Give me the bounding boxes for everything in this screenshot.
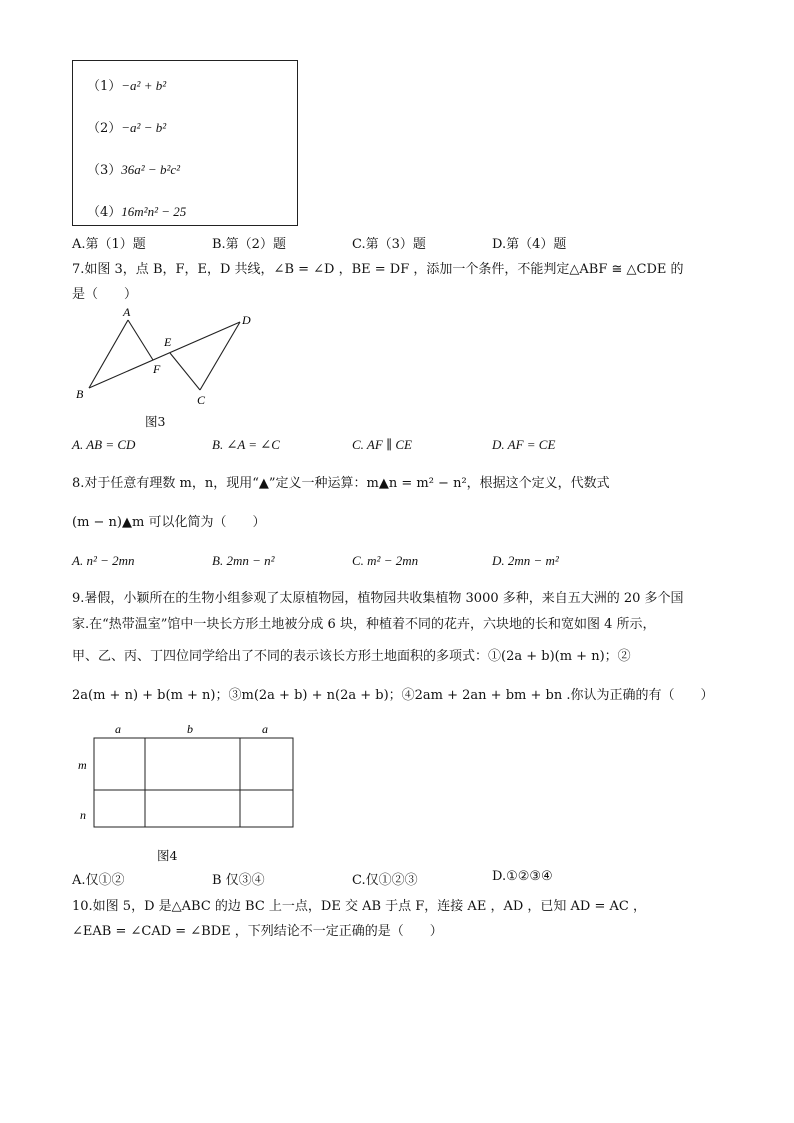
q10-stem-line2: ∠EAB = ∠CAD = ∠BDE ，下列结论不一定正确的是（ ） [72, 924, 443, 939]
grid-top-label-a2: a [262, 722, 268, 736]
q6-option-d: D.第（4）题 [492, 237, 567, 252]
q7-option-d: D. AF = CE [492, 437, 556, 452]
q7-stem-line1: 7.如图 3，点 B，F，E，D 共线，∠B = ∠D ，BE = DF ，添加一个条件，不能判定△ABF ≅ △CDE 的 [72, 262, 684, 277]
q6-option-c: C.第（3）题 [352, 237, 426, 252]
line-ec [170, 353, 200, 390]
q8-stem-line2: (m − n)▲m 可以化简为（ ） [72, 515, 266, 530]
grid-top-label-a1: a [115, 722, 121, 736]
q6-option-a: A.第（1）题 [72, 237, 146, 252]
figure-4-grid [72, 718, 304, 830]
line-cd [200, 322, 240, 390]
q7-option-b: B. ∠A = ∠C [212, 437, 280, 452]
box-item-4: （4）16m²n² − 25 [87, 204, 187, 220]
q9-stem-line1: 9.暑假，小颖所在的生物小组参观了太原植物园，植物园共收集植物 3000 多种，来自五大洲的 20 多个国 [72, 591, 684, 606]
grid-left-label-n: n [80, 808, 86, 822]
label-c: C [197, 393, 206, 407]
grid-left-label-m: m [78, 758, 87, 772]
line-af [128, 320, 153, 360]
q8-option-a: A. n² − 2mn [72, 553, 135, 568]
q6-option-b: B.第（2）题 [212, 237, 286, 252]
q9-stem-line2: 家.在“热带温室”馆中一块长方形土地被分成 6 块，种植着不同的花卉，六块地的长和宽如图 4 所示， [72, 617, 656, 632]
q9-stem-line3: 甲、乙、丙、丁四位同学给出了不同的表示该长方形土地面积的多项式：①(2a + b)(m + n)；② [72, 649, 631, 664]
q8-option-d: D. 2mn − m² [492, 553, 559, 568]
q10-stem-line1: 10.如图 5，D 是△ABC 的边 BC 上一点，DE 交 AB 于点 F，连接 AE ，AD ，已知 AD = AC ， [72, 899, 646, 914]
figure-3-caption: 图3 [145, 414, 166, 429]
label-e: E [164, 335, 172, 349]
box-item-2: （2）−a² − b² [87, 120, 167, 136]
q9-stem-line4: 2a(m + n) + b(m + n)；③m(2a + b) + n(2a + b)；④2am + 2an + bm + bn .你认为正确的有（ ） [72, 688, 714, 703]
label-b: B [76, 387, 84, 401]
expression-box [72, 60, 298, 226]
q7-stem-line2: 是（ ） [72, 287, 138, 302]
q9-option-a: A.仅①② [72, 873, 125, 888]
grid-outline [94, 738, 293, 827]
q9-option-c: C.仅①②③ [352, 873, 418, 888]
q7-option-a: A. AB = CD [72, 437, 136, 452]
label-f: F [153, 362, 161, 376]
label-a: A [123, 305, 131, 319]
line-ab [89, 320, 128, 388]
figure-4-caption: 图4 [157, 848, 178, 863]
grid-top-label-b: b [187, 722, 193, 736]
box-item-1: （1）−a² + b² [87, 78, 167, 94]
q7-option-c: C. AF ∥ CE [352, 437, 412, 452]
q9-option-b: B 仅③④ [212, 873, 265, 888]
line-bd [89, 322, 240, 388]
box-item-3: （3）36a² − b²c² [87, 162, 181, 178]
q8-option-b: B. 2mn − n² [212, 553, 275, 568]
q9-option-d: D.①②③④ [492, 869, 553, 884]
figure-3 [70, 302, 270, 408]
label-d: D [242, 313, 251, 327]
q8-stem-line1: 8.对于任意有理数 m，n，现用“▲”定义一种运算：m▲n = m² − n²，根据这个定义，代数式 [72, 476, 610, 491]
q8-option-c: C. m² − 2mn [352, 553, 419, 568]
